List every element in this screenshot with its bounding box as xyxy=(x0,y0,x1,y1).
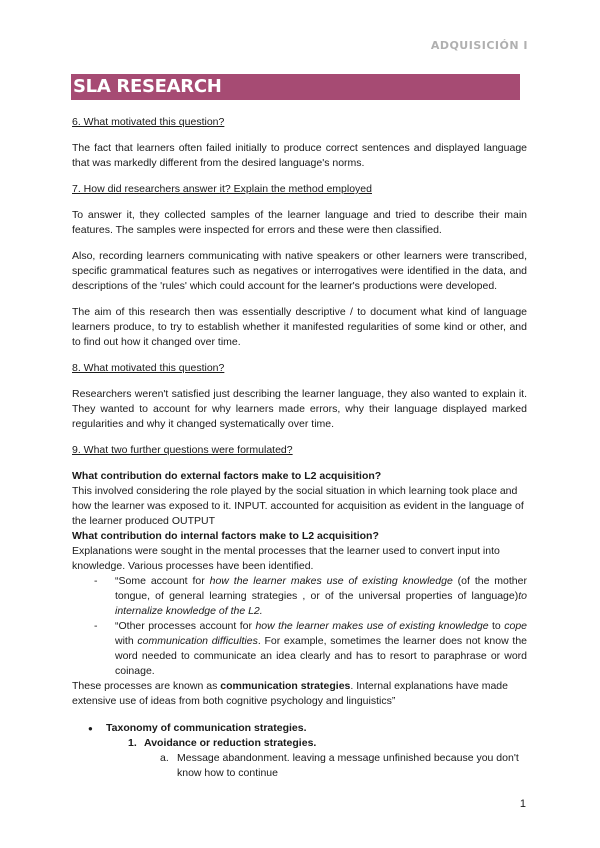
answer-7-paragraph-1: To answer it, they collected samples of the learner language and tried to describe their main features. The samples were inspected for errors and these were then classified. xyxy=(72,209,527,236)
page-title: SLA RESEARCH xyxy=(73,76,222,97)
answer-6: The fact that learners often failed initially to produce correct sentences and displayed language that was markedly different from the desired language's norms. xyxy=(72,142,527,169)
answer-8: Researchers weren't satisfied just describing the learner language, they also wanted to explain it. They wanted to account for why learners made errors, why their language displayed marked regularities and why it changed systematically over time. xyxy=(72,388,527,430)
taxonomy-section xyxy=(72,721,527,781)
internal-factors-heading: What contribution do internal factors make to L2 acquisition? xyxy=(72,530,379,542)
list-item: - “Some account for how the learner makes use of existing knowledge (of the mother tongue, of general learning strategies , or of the universal properties of language)to internalize knowledge of the L2. xyxy=(72,574,527,619)
document-body xyxy=(72,115,527,781)
question-7: 7. How did researchers answer it? Explain the method employed xyxy=(72,183,372,195)
page-number: 1 xyxy=(519,798,526,810)
external-factors-heading: What contribution do external factors make to L2 acquisition? xyxy=(72,470,382,482)
external-factors-text: This involved considering the role played by the social situation in which learning took place and how the learner was exposed to it. INPUT. accounted for acquisition as evident in the language of the learner produced OUTPUT xyxy=(72,485,524,527)
question-6: 6. What motivated this question? xyxy=(72,116,225,128)
taxonomy-bullet: ● Taxonomy of communication strategies. xyxy=(72,721,527,736)
list-item: - “Other processes account for how the learner makes use of existing knowledge to cope with communication difficulties. For example, sometimes the learner does not know the word needed to communicate an idea clearly and has to resort to paraphrase or word coinage. xyxy=(72,619,527,679)
internal-factors-text: Explanations were sought in the mental processes that the learner used to convert input into knowledge. Various processes have been identified. xyxy=(72,545,500,572)
question-9: 9. What two further questions were formulated? xyxy=(72,444,293,456)
course-tag: ADQUISICIÓN I xyxy=(430,39,528,52)
taxonomy-numbered-item: 1. Avoidance or reduction strategies. xyxy=(128,737,317,749)
answer-7-paragraph-3: The aim of this research then was essentially descriptive / to document what kind of language learners produce, to try to establish whether it manifested regularities of some kind or other, and to find out how it changed over time. xyxy=(72,306,527,348)
closing-paragraph: These processes are known as communication strategies. Internal explanations have made extensive use of ideas from both cognitive psychology and linguistics” xyxy=(72,680,508,707)
question-8: 8. What motivated this question? xyxy=(72,362,225,374)
process-list xyxy=(72,574,527,679)
title-band xyxy=(71,74,520,100)
taxonomy-lettered-item: a. Message abandonment. leaving a message unfinished because you don't know how to continue xyxy=(160,752,519,779)
answer-7-paragraph-2: Also, recording learners communicating with native speakers or other learners were transcribed, specific grammatical features such as negatives or interrogatives were identified in the data, and descriptions of the 'rules' which could account for the learner's productions were developed. xyxy=(72,250,527,292)
